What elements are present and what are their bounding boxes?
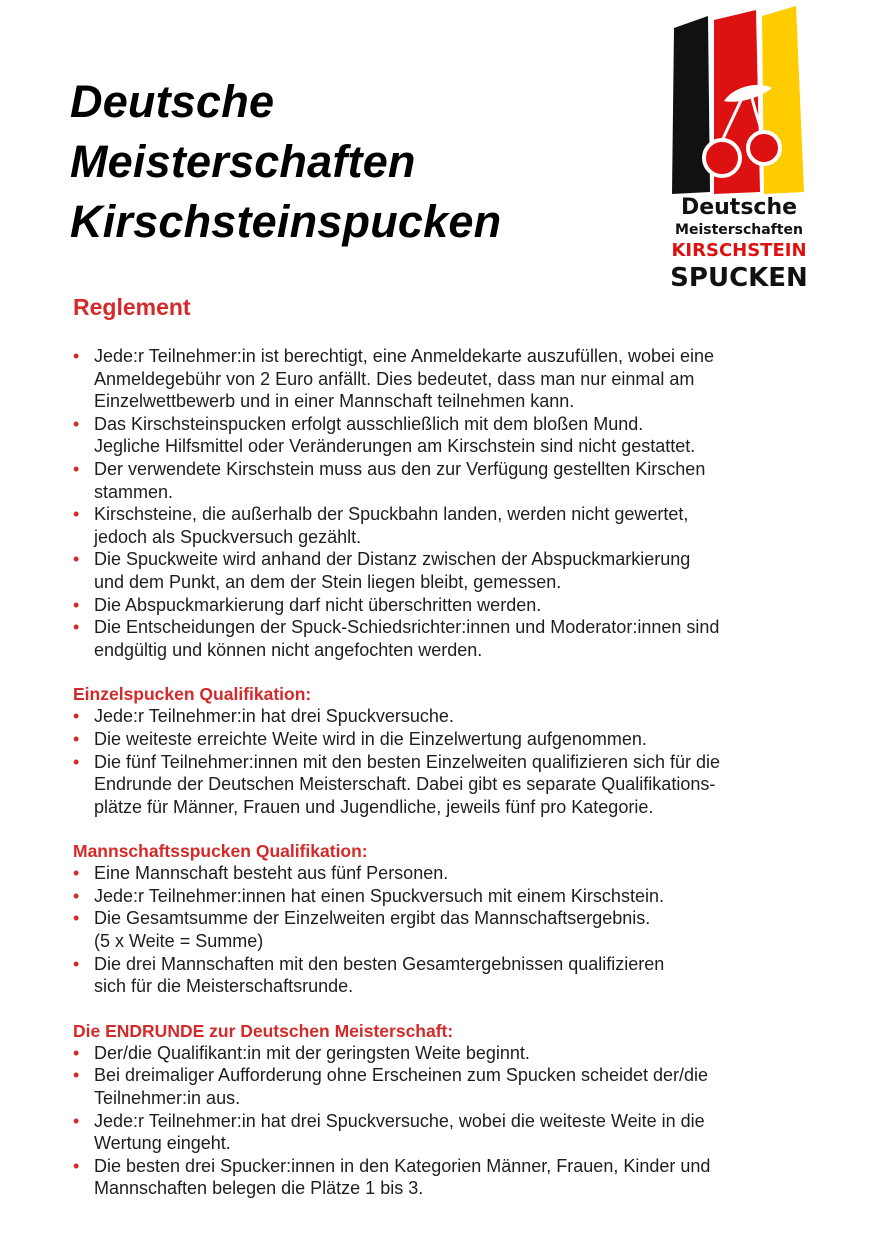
logo-text-1: Deutsche (680, 195, 798, 220)
list-item: • Jede:r Teilnehmer:in ist berechtigt, eine Anmeldekarte auszufüllen, wobei eine Anmeldegebühr von 2 Euro anfällt. Dies bedeutet, dass man nur einmal am Einzelwettbewerb und in einer Mannschaft teilnehmen kann. (73, 345, 833, 413)
list-item: • Jede:r Teilnehmer:in hat drei Spuckversuche, wobei die weiteste Weite in die Wertung eingeht. (73, 1110, 833, 1155)
list-item: • Die Abspuckmarkierung darf nicht überschritten werden. (73, 594, 833, 617)
list-item: • Die drei Mannschaften mit den besten Gesamtergebnissen qualifizieren sich für die Meisterschaftsrunde. (73, 953, 833, 998)
einzel-section (73, 683, 833, 818)
title-line-3: Kirschsteinspucken (70, 196, 502, 247)
rules-content (73, 292, 833, 1222)
logo-text-4: SPUCKEN (670, 263, 808, 293)
list-item: • Die Spuckweite wird anhand der Distanz zwischen der Abspuckmarkierung und dem Punkt, an dem der Stein liegen bleibt, gemessen. (73, 548, 833, 593)
list-item: • Bei dreimaliger Aufforderung ohne Erscheinen zum Spucken scheidet der/die Teilnehmer:in aus. (73, 1064, 833, 1109)
list-item: • Jede:r Teilnehmer:in hat drei Spuckversuche. (73, 705, 833, 728)
event-logo (664, 6, 814, 296)
mannschaft-list (73, 862, 833, 998)
endrunde-section (73, 1020, 833, 1200)
logo-graphic (664, 6, 814, 296)
einzel-list (73, 705, 833, 818)
reglement-list (73, 345, 833, 661)
title-line-1: Deutsche (70, 76, 275, 127)
mannschaft-heading: Mannschaftsspucken Qualifikation: (73, 841, 368, 862)
list-item: • Die weiteste erreichte Weite wird in die Einzelwertung aufgenommen. (73, 728, 833, 751)
logo-text-2: Meisterschaften (675, 222, 803, 238)
list-item: • Eine Mannschaft besteht aus fünf Personen. (73, 862, 833, 885)
list-item: • Der verwendete Kirschstein muss aus den zur Verfügung gestellten Kirschen stammen. (73, 458, 833, 503)
list-item: • Der/die Qualifikant:in mit der geringsten Weite beginnt. (73, 1042, 833, 1065)
list-item: • Die fünf Teilnehmer:innen mit den besten Einzelweiten qualifizieren sich für die Endrunde der Deutschen Meisterschaft. Dabei gibt es separate Qualifikations- plätze für Männer, Frauen und Jugendliche, jeweils fünf pro Kategorie. (73, 751, 833, 819)
reglement-section (73, 345, 833, 661)
einzel-heading: Einzelspucken Qualifikation: (73, 684, 312, 705)
endrunde-heading: Die ENDRUNDE zur Deutschen Meisterschaft: (73, 1020, 454, 1041)
list-item: • Die besten drei Spucker:innen in den Kategorien Männer, Frauen, Kinder und Mannschaften belegen die Plätze 1 bis 3. (73, 1155, 833, 1200)
list-item: • Die Gesamtsumme der Einzelweiten ergibt das Mannschaftsergebnis. (5 x Weite = Summe) (73, 907, 833, 952)
page-title (70, 72, 630, 252)
list-item: • Die Entscheidungen der Spuck-Schiedsrichter:innen und Moderator:innen sind endgültig und können nicht angefochten werden. (73, 616, 833, 661)
list-item: • Kirschsteine, die außerhalb der Spuckbahn landen, werden nicht gewertet, jedoch als Spuckversuch gezählt. (73, 503, 833, 548)
reglement-heading: Reglement (73, 294, 191, 320)
mannschaft-section (73, 840, 833, 998)
title-line-2: Meisterschaften (70, 136, 416, 187)
endrunde-list (73, 1042, 833, 1200)
list-item: • Jede:r Teilnehmer:innen hat einen Spuckversuch mit einem Kirschstein. (73, 885, 833, 908)
list-item: • Das Kirschsteinspucken erfolgt ausschließlich mit dem bloßen Mund. Jegliche Hilfsmittel oder Veränderungen am Kirschstein sind nicht gestattet. (73, 413, 833, 458)
flag-stripe-gold (762, 6, 804, 194)
logo-text-3: KIRSCHSTEIN (671, 240, 807, 261)
